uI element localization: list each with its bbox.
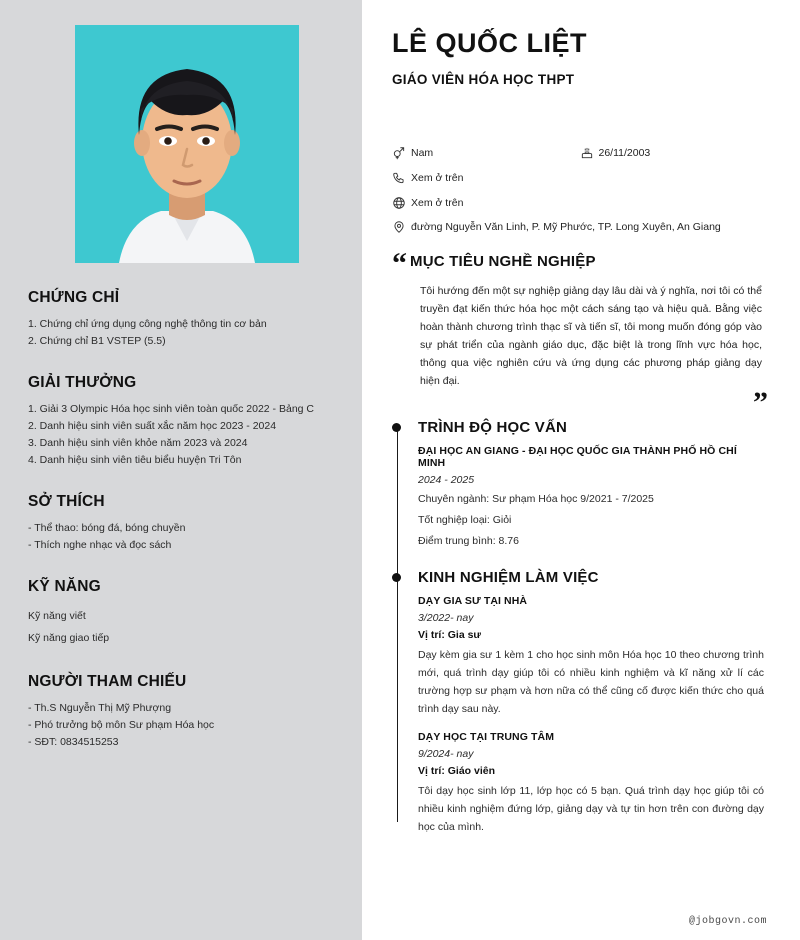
contact-address [392, 220, 721, 236]
education-major: Chuyên ngành: Sư phạm Hóa học 9/2021 - 7/2025 [418, 492, 654, 505]
career-objective-section [392, 247, 767, 419]
certificate-item: 1. Chứng chỉ ứng dụng công nghệ thông tin cơ bản [28, 318, 267, 330]
sidebar-section-awards [28, 374, 334, 469]
experience-org: DẠY HỌC TẠI TRUNG TÂM [418, 731, 555, 744]
profile-photo [75, 25, 299, 263]
awards-heading: GIẢI THƯỞNG [28, 374, 137, 391]
portrait-illustration [75, 25, 299, 263]
contact-row [392, 220, 767, 236]
contact-phone[interactable] [392, 171, 463, 187]
certificate-item: 2. Chứng chỉ B1 VSTEP (5.5) [28, 335, 166, 347]
objective-heading: MỤC TIÊU NGHỀ NGHIỆP [410, 253, 596, 271]
sidebar [0, 0, 362, 940]
timeline-dot-icon [392, 573, 401, 582]
reference-item: - SĐT: 0834515253 [28, 736, 119, 749]
hobby-item: - Thể thao: bóng đá, bóng chuyền [28, 522, 186, 534]
experience-heading: KINH NGHIỆM LÀM VIỆC [418, 568, 599, 586]
quote-open-icon: “ [392, 247, 406, 281]
objective-body: Tôi hướng đến một sự nghiệp giảng dạy lâu dài và ý nghĩa, nơi tôi có thể truyền đạt kiến thức hóa học một cách sáng tạo và hiệu quả. Bằng việc hoàn thành chương trình thạc sĩ và tiến sĩ, tôi mong muốn đóng góp vào sự phát triển của ngành giáo dục, đặc biệt là trong lĩnh vực hóa học, thông qua việc nghiên cứu và ứng dụng các phương pháp giảng dạy hiện đại. [420, 284, 762, 387]
reference-item: - Phó trưởng bộ môn Sư phạm Hóa học [28, 719, 215, 732]
education-date: 2024 - 2025 [418, 473, 475, 486]
objective-heading-row [392, 247, 767, 281]
globe-icon [392, 196, 406, 210]
education-entry [418, 445, 767, 550]
experience-section [418, 569, 767, 836]
contact-row [392, 171, 767, 187]
education-heading: TRÌNH ĐỘ HỌC VẤN [418, 418, 568, 436]
contact-info [392, 146, 767, 236]
hobby-item: - Thích nghe nhạc và đọc sách [28, 539, 172, 551]
watermark: @jobgovn.com [688, 916, 767, 927]
award-item: 1. Giải 3 Olympic Hóa học sinh viên toàn quốc 2022 - Bảng C [28, 403, 314, 415]
contact-gender-value: Nam [411, 147, 434, 160]
education-gpa: Điểm trung bình: 8.76 [418, 534, 519, 547]
location-pin-icon [392, 220, 406, 234]
cake-icon [580, 146, 594, 160]
timeline [392, 419, 767, 836]
skill-item: Kỹ năng viết [28, 610, 86, 622]
experience-org: DẠY GIA SƯ TẠI NHÀ [418, 594, 528, 607]
skill-item: Kỹ năng giao tiếp [28, 632, 110, 645]
education-org: ĐẠI HỌC AN GIANG - ĐẠI HỌC QUỐC GIA THÀNH PHỐ HỒ CHÍ MINH [418, 444, 737, 469]
contact-address-value: đường Nguyễn Văn Linh, P. Mỹ Phước, TP. Long Xuyên, An Giang [411, 221, 721, 234]
sidebar-section-hobbies [28, 493, 334, 554]
award-item: 4. Danh hiệu sinh viên tiêu biểu huyện Tri Tôn [28, 454, 242, 466]
education-grade: Tốt nghiệp loại: Giỏi [418, 513, 512, 526]
experience-role: Vị trí: Gia sư [418, 628, 482, 641]
contact-gender [392, 146, 580, 162]
contact-website[interactable] [392, 196, 463, 212]
main-content [362, 0, 800, 940]
contact-phone-value: Xem ở trên [411, 171, 464, 184]
timeline-dot-icon [392, 423, 401, 432]
gender-icon [392, 146, 406, 160]
candidate-name: LÊ QUỐC LIỆT [392, 28, 587, 58]
experience-description: Tôi dạy học sinh lớp 11, lớp học có 5 bạn. Quá trình dạy học giúp tôi có nhiều kinh nghiệm đứng lớp, giảng dạy và tự tin hơn trên con đường dạy học của mình. [418, 785, 764, 834]
certificates-heading: CHỨNG CHỈ [28, 289, 120, 306]
award-item: 2. Danh hiệu sinh viên suất xắc năm học 2023 - 2024 [28, 420, 277, 432]
candidate-job-title: GIÁO VIÊN HÓA HỌC THPT [392, 72, 575, 88]
award-item: 3. Danh hiệu sinh viên khỏe năm 2023 và 2024 [28, 437, 248, 449]
experience-description: Dạy kèm gia sư 1 kèm 1 cho học sinh môn Hóa học 10 theo chương trình mới, quá trình dạy giúp tôi có nhiều kinh nghiệm và kĩ năng xử lí các trường hợp sư phạm và hơn nữa có thể cũng cố được kiến thức cho quá trình dạy sau này. [418, 648, 764, 716]
timeline-line [397, 425, 398, 822]
contact-row [392, 146, 767, 162]
experience-date: 3/2022- nay [418, 611, 474, 624]
references-heading: NGƯỜI THAM CHIẾU [28, 673, 187, 691]
experience-entry [418, 595, 767, 718]
contact-birthday-value: 26/11/2003 [598, 147, 651, 160]
skills-heading: KỸ NĂNG [28, 578, 101, 595]
hobbies-heading: SỞ THÍCH [28, 493, 105, 510]
education-section [418, 419, 767, 550]
contact-row [392, 196, 767, 212]
experience-entry [418, 731, 767, 836]
sidebar-section-references [28, 673, 334, 751]
quote-close-icon: ” [753, 385, 767, 419]
contact-birthday [580, 146, 768, 162]
reference-item: - Th.S Nguyễn Thị Mỹ Phượng [28, 702, 172, 715]
sidebar-section-skills [28, 578, 334, 649]
experience-date: 9/2024- nay [418, 748, 474, 761]
experience-role: Vị trí: Giáo viên [418, 765, 496, 778]
contact-website-value: Xem ở trên [411, 196, 464, 209]
sidebar-section-certificates [28, 289, 334, 350]
phone-icon [392, 171, 406, 185]
